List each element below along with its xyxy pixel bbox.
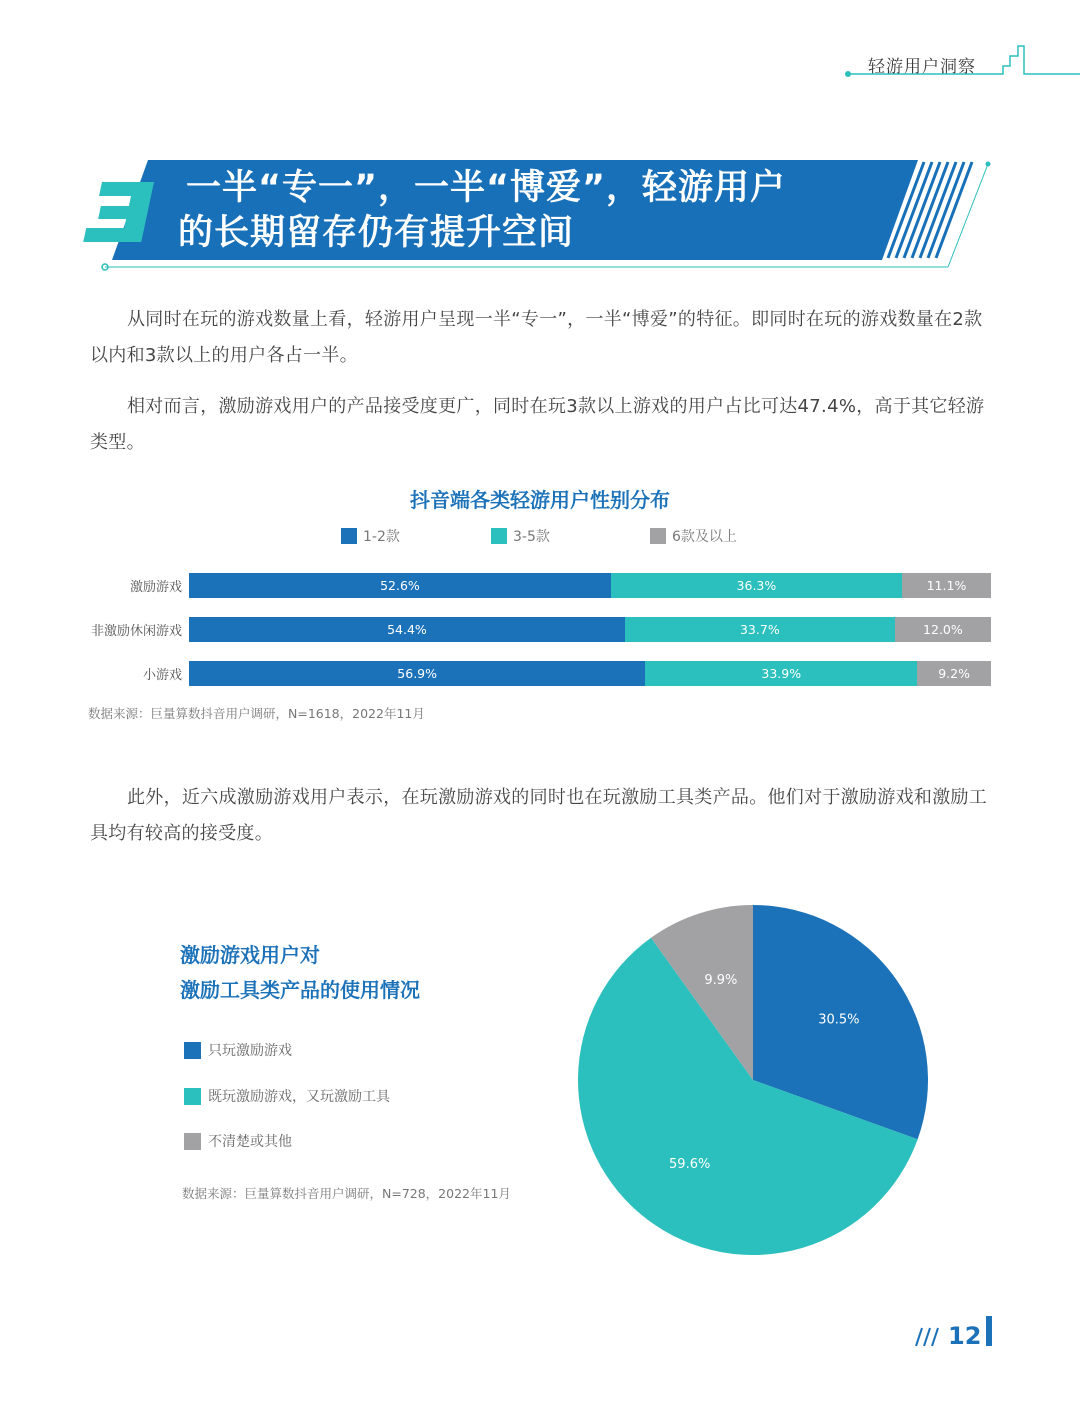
page-number-stripes [914,1326,946,1348]
pie-legend-item [184,1131,292,1151]
bar-segment: 33.7% [625,617,895,642]
bar-segment: 52.6% [189,573,611,598]
banner-title-line2: 的长期留存仍有提升空间 [178,213,575,253]
bar-category-label: 非激励休闲游戏 [90,624,182,639]
page-number-bar [986,1316,992,1346]
legend-swatch-blue [341,528,357,544]
legend-swatch-teal [184,1088,201,1105]
bar-chart-source: 数据来源：巨量算数抖音用户调研，N=1618，2022年11月 [88,706,425,721]
page-number: 12 [948,1322,982,1350]
pie-chart-title [180,938,420,1008]
legend-item-1-2 [341,526,400,546]
bar-category-label: 小游戏 [142,668,182,683]
legend-swatch-gray [184,1133,201,1150]
pie-slice-label: 59.6% [669,1156,711,1172]
bar-row-1 [189,617,991,642]
bar-chart-title: 抖音端各类轻游用户性别分布 [410,488,670,512]
bar-segment: 11.1% [902,573,991,598]
pie-legend-item [184,1086,390,1106]
pie-title-line1: 激励游戏用户对 [180,943,320,967]
legend-label: 既玩激励游戏，又玩激励工具 [208,1089,390,1105]
bar-row-2 [189,661,991,686]
bar-segment: 54.4% [189,617,625,642]
bar-segment: 12.0% [895,617,991,642]
bar-segment: 36.3% [611,573,902,598]
bar-row-0 [189,573,991,598]
legend-label: 1-2款 [363,529,400,545]
paragraph-3: 此外，近六成激励游戏用户表示，在玩激励游戏的同时也在玩激励工具类产品。他们对于激励游戏和激励工具均有较高的接受度。 [90,787,988,844]
pie-title-line2: 激励工具类产品的使用情况 [180,978,420,1002]
bar-segment: 56.9% [189,661,645,686]
legend-label: 6款及以上 [672,529,737,545]
legend-swatch-gray [650,528,666,544]
legend-item-6plus [650,526,737,546]
legend-label: 只玩激励游戏 [208,1043,292,1059]
bar-segment: 9.2% [917,661,991,686]
bar-segment: 33.9% [645,661,917,686]
legend-label: 3-5款 [513,529,550,545]
section-title: 轻游用户洞察 [868,57,976,77]
legend-label: 不清楚或其他 [208,1134,292,1150]
pie-chart [575,902,935,1262]
pie-slice-label: 9.9% [704,973,738,989]
pie-slice-label: 30.5% [818,1012,860,1028]
banner-title-line1: 一半“专一”，一半“博爱”，轻游用户 [186,168,787,208]
banner-title [178,166,786,256]
paragraph-2: 相对而言，激励游戏用户的产品接受度更广，同时在玩3款以上游戏的用户占比可达47.4%，高于其它轻游类型。 [90,396,985,453]
paragraph-1: 从同时在玩的游戏数量上看，轻游用户呈现一半“专一”，一半“博爱”的特征。即同时在玩的游戏数量在2款以内和3款以上的用户各占一半。 [90,309,983,366]
pie-chart-source: 数据来源：巨量算数抖音用户调研，N=728，2022年11月 [182,1186,511,1201]
pie-legend-item [184,1040,292,1060]
legend-item-3-5 [491,526,550,546]
bar-category-label: 激励游戏 [129,580,182,595]
legend-swatch-blue [184,1042,201,1059]
legend-swatch-teal [491,528,507,544]
